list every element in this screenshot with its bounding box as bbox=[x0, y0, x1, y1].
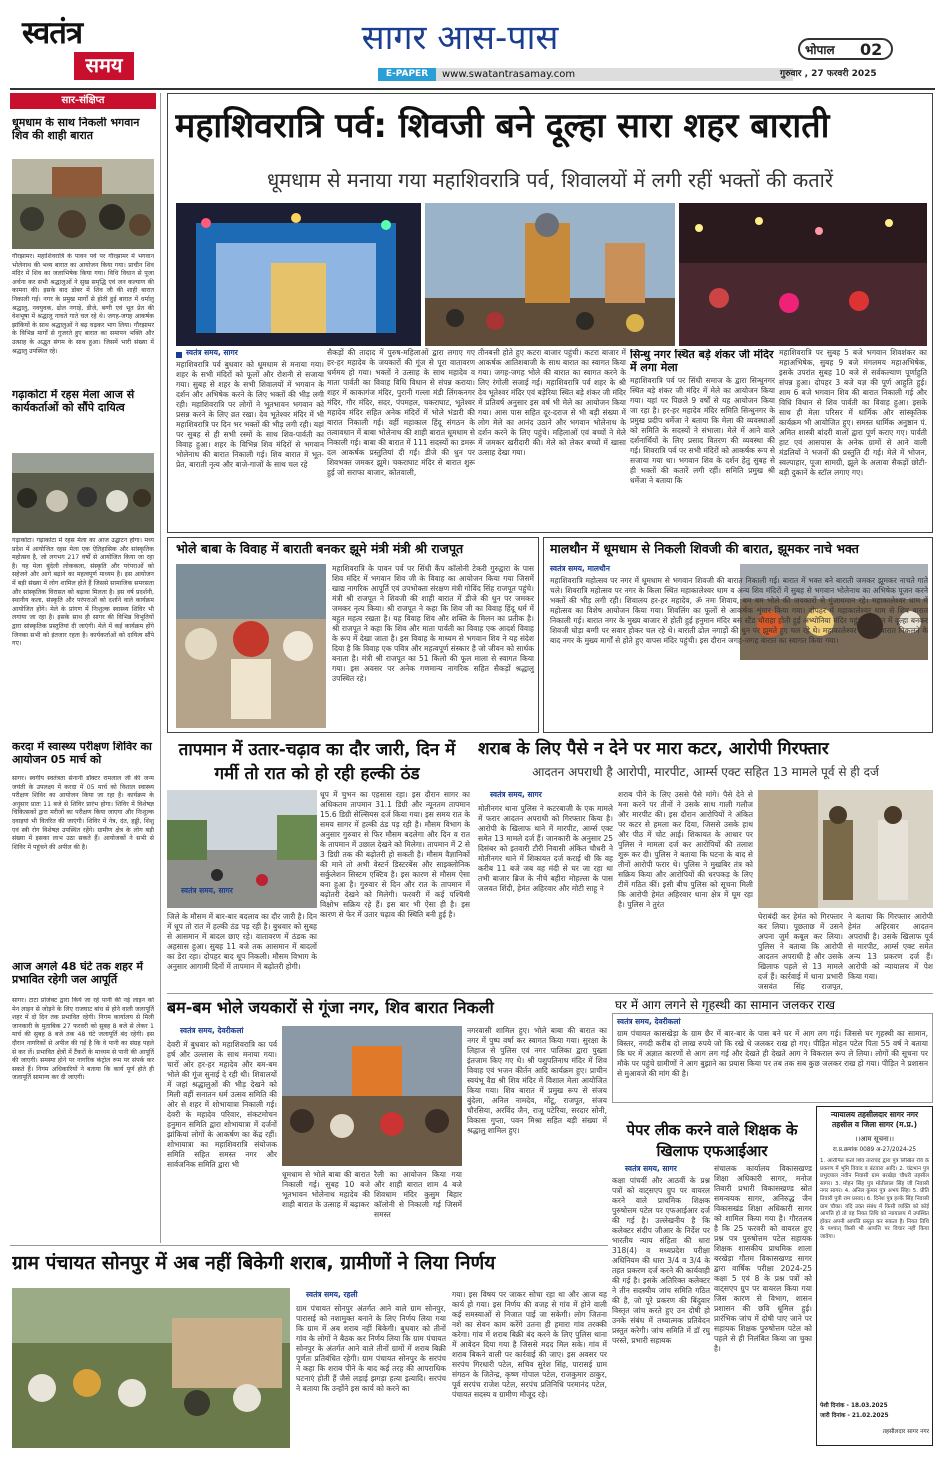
malthon-byline: स्वतंत्र समय, मालथौन bbox=[550, 564, 610, 573]
bam-headline: बम-बम भोले जयकारों से गूंजा नगर, शिव बारात निकली bbox=[167, 998, 494, 1017]
malthon-body: महाशिवरात्रि महोत्सव पर नगर में धूमधाम से भगवान शिवजी की बारात निकाली गई। बारात में भक्त बने बाराती जमकर झूमकर नाचते गाते चले। शिवरात्रि महोत्सव पर नगर के किला स्थित महाकालेश्वर धाम व अन्य शिव मंदिरों में सुबह से भगवान भोलेनाथ का अभिषेक पूजन करने भक्तों की भीड़ लगी रही। शिवालय हर-हर महादेव, ॐ नमः शिवाय, बम बम भोले की जयकारों से गुंजायमान रहे। महाकालेश्वर धाम में महोत्सव का विशेष आयोजन किया गया। शिवलिंग का फूलों से आकर्षक शृंगार किया गया। दोपहर में महाकालेश्वर धाम से शिव बारात निकाली गई। बारात नगर के मुख्य बाजार से होती हुई हनुमान मंदिर बस स्टैंड चौराहा होती हुई अभ्योनिया मंदिर पहुंची। बारात में दूल्हा बनकर शिवजी घोड़ा बग्गी पर सवार होकर चल रहे थे। बाराती ढोल नगाड़ों की धुन पर झूमते हुए चल रहे थे। महाकालेश्वर धाम से बारात निकलने के बाद नगर के मुख्य मार्गों से होते हुए वापस मंदिर पहुंची। इस दौरान जगह-जगह बारात का स्वागत किया गया। bbox=[550, 576, 928, 645]
section-title: सागर आस-पास bbox=[361, 18, 559, 58]
lead-subtitle: धूमधाम से मनाया गया महाशिवरात्रि पर्व, शिवालयों में लगी रहीं भक्तों की कतारें bbox=[266, 168, 834, 192]
aag-headline: घर में आग लगने से गृहस्थी का सामान जलकर राख bbox=[615, 998, 836, 1012]
sharab-column-3: घेराबंदी कर हेमंत को गिरफ्तार कर लिया। पूछताछ में उसने अपना जुर्म कबूल कर लिया। पुलिस ने बताया कि आरोपी आदतन अपराधी है और उसके खिलाफ पहले से 13 मामले दर्ज हैं। कार्रवाई में थाना प्रभारी जसवंत सिंह राजपूत, bbox=[758, 912, 843, 990]
lead-column-3: तीनबत्ती होते हुए कटरा बाजार पहुंची। कटरा बाजार में आकर्षक आतिशबाजी के साथ बारात का स्वागत किया गया। जगह-जगह भोले की बारात का स्वागत करने के लिए रंगोली सजाई गई। महाशिवरात्रि पर्व शहर के श्री देव भूतेश्वर मंदिर एवं बड़ेरिया स्थित बड़े शंकर जी मंदिर में प्रतिवर्ष अनुसार इस वर्ष भी मेले का आयोजन किया गया। आस पास सहित दूर-दराज से भी बड़ी संख्या में लोग मेले का आनंद उठाने और भगवान भोलेनाथ के दर्शन करने के लिए पहुंचे। महिलाओं एवं बच्चों ने मेले में जमकर खरीदारी की। मेले को लेकर बच्चों में खासा उत्साह देखा गया। bbox=[478, 348, 626, 457]
temp-headline: तापमान में उतार-चढ़ाव का दौर जारी, दिन में गर्मी तो रात को हो रही हल्की ठंड bbox=[178, 740, 456, 784]
bhole-photo bbox=[176, 564, 326, 728]
lead-title: महाशिवरात्रि पर्व: शिवजी बने दूल्हा सारा शहर बाराती bbox=[175, 106, 830, 146]
paper-column-2: संचालक कार्यालय विकासखण्ड शिक्षा अधिकारी सागर, मनोज तिवारी प्रभारी विकासखण्ड स्रोत समन्वयक सागर, अनिरुद्ध जैन विकासखंड शिक्षा अधिकारी सागर को शामिल किया गया है। गौरतलब है कि 25 फरवरी को वायरल हुए प्रश्न पत्र पुरुषोत्तम पटेल सहायक शिक्षक शासकीय प्राथमिक शाला बरखेड़ा गौतम विकासखण्ड सागर द्वारा वार्षिक परीक्षा 2024-25 कक्षा 5 एवं 8 के प्रश्न पत्रों को वाट्सएप ग्रुप पर वायरल किया गया जिस कारण से विभाग, शासन प्रशासन की छवि धूमिल हुई। प्रारंभिक जांच में दोषी पाए जाने पर सहायक शिक्षक पुरुषोत्तम पटेल को पहले से ही निलंबित किया जा चुका है। bbox=[714, 1164, 812, 1353]
bhole-headline: भोले बाबा के विवाह में बाराती बनकर झूमे मंत्री मंत्री श्री राजपूत bbox=[176, 541, 464, 556]
paper-column-1: कक्षा पांचवीं और आठवीं के प्रश्न पत्रों को वाट्सएप ग्रुप पर वायरल करने वाले प्राथमिक शिक्षक पुरुषोत्तम पटेल पर एफआईआर दर्ज की गई है। उल्लेखनीय है कि कलेक्टर संदीप जीआर के निर्देश पर भारतीय न्याय संहिता की धारा 318(4) व मध्यप्रदेश परीक्षा अधिनियम की धारा 3/4 व 3/4 के तहत प्रकरण दर्ज करने की कार्यवाही की गई है। इसके अतिरिक्त कलेक्टर ने तीन सदस्यीय जांच समिति गठित की है, जो पूरे प्रकरण की बिंदुवार विस्तृत जांच करते हुए उन दोषी हो उनके संबंध में तथ्यात्मक प्रतिवेदन प्रस्तुत करेगी। जांच समिति में डॉ रघु परस्ते, प्रभारी सहायक bbox=[612, 1176, 710, 1345]
sidebar-headline-2: गढ़ाकोटा में रहस मेला आज से कार्यकर्ताओं को सौंपे दायित्व bbox=[12, 389, 135, 414]
logo-bottom-text: समय bbox=[85, 53, 123, 77]
sidebar-header: सार-संक्षिप्त bbox=[61, 95, 105, 106]
page-number: 02 bbox=[860, 40, 883, 59]
sidebar-body-3: सागर। स्वर्गीय स्वतंत्रता सेनानी डॉक्टर रामलाल जी की जन्म जयंती के उपलक्ष्य में करदा में 05 मार्च को विशाल स्वास्थ्य परीक्षण शिविर का आयोजन किया जा रहा है। कार्यक्रम के अनुसार प्रातः 11 बजे से शिविर प्रारंभ होगा। शिविर में विशेषज्ञ चिकित्सकों द्वारा मरीजों का परीक्षण किया जाएगा और निःशुल्क दवाइयां भी वितरित की जाएंगी। शिविर में नेत्र, दंत, हड्डी, शिशु एवं स्त्री रोग विशेषज्ञ उपस्थित रहेंगे। ग्रामीण क्षेत्र के लोग बड़ी संख्या में इसका लाभ उठा सकते हैं। आयोजकों ने सभी से शिविर में पहुंचने की अपील की है। bbox=[12, 775, 154, 851]
temp-column-2: धूप में चुभन का एहसास रहा। इस दौरान सागर का अधिकतम तापमान 31.1 डिग्री और न्यूनतम तापमान 15.6 डिग्री सेल्सियस दर्ज किया गया। इस समय रात के समय सागर में हल्की ठंड पड़ रही है। मौसम विभाग के अनुसार गुरुवार से फिर मौसम बदलेगा और दिन व रात के तापमान में उछाल देखने को मिलेगा। तापमान में 2 से 3 डिग्री तक की बढ़ोतरी हो सकती है। मौसम वैज्ञानिकों की माने तो अभी वेस्टर्न डिस्टरबेंस और साइक्लोनिक सर्कुलेशन सिस्टम एक्टिव है। इस कारण से मौसम ऐसा बना हुआ है। गुरुवार से दिन और रात के तापमान में बढ़ोतरी देखने को मिलेगी। फरवरी में कई पश्चिमी विक्षोभ सक्रिय रहे हैं। इस बार भी ऐसा ही है। इस कारण से फेर में उतार चढ़ाव की स्थिति बनी हुई है। bbox=[320, 790, 470, 919]
sidebar-headline-4: आज अगले 48 घंटे तक शहर में प्रभावित रहेगी जल आपूर्ति bbox=[12, 961, 143, 986]
gram-headline: ग्राम पंचायत सोनपुर में अब नहीं बिकेगी शराब, ग्रामीणों ने लिया निर्णय bbox=[12, 1252, 496, 1274]
gram-byline: स्वतंत्र समय, रहली bbox=[306, 1290, 358, 1299]
photo-night-procession bbox=[679, 203, 927, 346]
bam-photo bbox=[282, 1026, 462, 1166]
aag-byline: स्वतंत्र समय, देवरीकलां bbox=[617, 1017, 681, 1026]
aag-body: ग्राम पंचायत कासखेड़ा के ग्राम छैर में बार-बार के पास बने घर में आग लग गई। जिससे घर गृहस्थी का सामान, बिस्तर, नगदी करीब दो लाख रुपये जो कि रखे थे जलकर राख हो गए। पीड़ित मोहन पटेल पिता 55 वर्ष ने बताया कि घर में अज्ञात कारणों से आग लग गई और देखते ही देखते आग ने विकराल रूप ले लिया। लोगों की सूचना पर मौके पर पहुंचे ग्रामीणों ने आग बुझाने का प्रयास किया पर तब तक सब कुछ जलकर राख हो गया। पीड़ित ने प्रशासन से मुआवजे की मांग की है। bbox=[617, 1029, 928, 1078]
temp-byline: स्वतंत्र समय, सागर bbox=[181, 886, 233, 895]
masthead-divider bbox=[10, 88, 935, 90]
sidebar bbox=[10, 93, 156, 1243]
sidebar-body-1: गौरझामर। महाशिवरात्रि के पावन पर्व पर गौरझामर में भगवान भोलेनाथ की भव्य बारात का आयोजन किया गया। प्राचीन शिव मंदिर में शिव का जलाभिषेक किया गया। विधि विधान से पूजा अर्चना कर सभी श्रद्धालुओं ने सुख समृद्धि एवं जन कल्याण की कामना की। इसके बाद डोबर में शिव जी की शाही बारात निकाली गई। नगर के प्रमुख मार्गों से होती हुई बारात में धर्मालु श्रद्धालु, नवयुवक, ढोल नगाड़े, डीजे, बग्गी एवं भूत प्रेत की वेशभूषा में श्रद्धालु नाचते गाते चल रहे थे। जगह-जगह आकर्षक झांकियों के साथ श्रद्धालुओं ने बढ़ चढ़कर भाग लिया। गौरझामर के विभिन्न मार्गों से गुजरते हुए बारात का समापन भक्ति और उत्साह के अद्भुत संगम के साथ हुआ। जिसमें भारी संख्या में श्रद्धालु उपस्थित रहे। bbox=[12, 253, 154, 355]
notice-date-1: पेशी दिनांक - 18.03.2025 bbox=[820, 1403, 888, 1409]
temp-column-1: जिले के मौसम में बार-बार बदलाव का दौर जारी है। दिन में धूप तो रात में हल्की ठंड पड़ रही है। बुधवार को सुबह से आसमान में बादल छाए रहे। वातावरण में ठंडक का अहसास हुआ। सुबह 11 बजे तक आसमान में बादलों का डेरा रहा। दोपहर बाद धूप निकली। मौसम विभाग के अनुसार आगामी दिनों में तापमान में बढ़ोतरी होगी। bbox=[167, 912, 317, 971]
sidebar-photo-2 bbox=[12, 453, 154, 533]
sidebar-body-2: गढ़ाकोटा। गढ़ाकोटा में रहस मेला का आज उद्घाटन होगा। मध्य प्रदेश में आयोजित रहस मेला एक ऐतिहासिक और सांस्कृतिक महोत्सव है, जो लगभग 217 वर्षों से आयोजित किया जा रहा है। यह मेला बुंदेली लोककला, संस्कृति और परंपराओं को सहेजने और आगे बढ़ाने का महत्वपूर्ण माध्यम है। इस आयोजन में बड़ी संख्या में लोग शामिल होते हैं जिससे सामाजिक समरसता और सांस्कृतिक विरासत को बढ़ावा मिलता है। इस वर्ष प्रदर्शनी, स्थानीय कला, संस्कृति और परंपराओं को दर्शाने वाले कार्यक्रम आयोजित होंगे। मेले के प्रांगण में निःशुल्क स्वास्थ्य शिविर भी लगाया जा रहा है। इसके साथ ही सागर की विभिन्न विभूतियों द्वारा सांस्कृतिक प्रस्तुतियां दी जाएंगी। मेले में कई कार्यक्रम होंगे जिनका सभी को इंतजार रहता है। कार्यकर्ताओं को दायित्व सौंपे गए। bbox=[12, 537, 154, 648]
mid-divider bbox=[167, 993, 933, 994]
sidebar-photo-1 bbox=[12, 159, 154, 249]
lead-photo-statue bbox=[425, 203, 675, 346]
paper-headline: पेपर लीक करने वाले शिक्षक के खिलाफ एफआईआर bbox=[626, 1121, 798, 1160]
lead-byline: स्वतंत्र समय, सागर bbox=[186, 348, 238, 357]
sharab-column-4: ने बताया कि गिरफ्तार आरोपी हेमंत अहिरवार आदतन अपराधी है। उसके खिलाफ पूर्व से मारपीट, आर्म्स एक्ट समेत अन्य 13 प्रकरण दर्ज हैं। आरोपी को न्यायालय में पेश किया गया। bbox=[848, 912, 933, 981]
photo-police-accused bbox=[758, 790, 933, 908]
sindhu-right-column: महाशिवरात्रि पर सुबह 5 बजे भगवान शिवशंकर का महाअभिषेक, सुबह 9 बजे मंगलमय महाअभिषेक, इसके उपरांत सुबह 10 बजे से सर्वकल्याण पूर्णाहुति संपन्न हुआ। दोपहर 3 बजे यज्ञ की पूर्ण आहुति हुई। शाम 6 बजे भगवान शिव की बारात निकाली गई और विधि विधान से शिव पार्वती का विवाह हुआ। इसके साथ ही मेला परिसर में धार्मिक और सांस्कृतिक कार्यक्रम भी आयोजित हुए। समस्त धार्मिक अनुष्ठान पं. अमित शास्त्री बांदरी वालों द्वारा पूर्ण कराए गए। पार्वती हाट एवं आसपास के अनेक ग्रामों से आने वाली मंडलियों ने भजनों की प्रस्तुति दी गई। मेले में भोजन, स्वल्पाहार, पूजा सामग्री, झूले के अलावा सैकड़ों छोटी-बड़ी दुकानें के स्टॉल लगाए गए। bbox=[779, 348, 927, 477]
logo bbox=[22, 14, 157, 84]
sharab-byline: स्वतंत्र समय, सागर bbox=[490, 790, 542, 799]
photo-meeting bbox=[12, 453, 154, 533]
lead-column-2: सैकड़ों की तादाद में पुरुष-महिलाओं द्वारा लगाए गए हर-हर महादेव के जयकारों की गूंज से पूरा वातावरण धर्ममय हो गया। भक्तों ने उत्साह के साथ महादेव व माता पार्वती का विवाह विधि विधान से संपन्न कराया। शहर में काकागंज मंदिर, पुरानी गल्ला मंडी लिंगकनगर मंदिर, गौर मंदिर, सदर, पंपमहल, चकराघाट, भूतेश्वर महादेव मंदिर सहित अनेक मंदिरों में भोले भंडारी की बारात निकाली गई। वहीं महाकाल हिंदू संगठन के तत्वावधान में बाबा भोलेनाथ की शाही बारात धूमधाम से निकाली गई। बाबा की बारात में 111 सदस्यों का डमरू दल आकर्षक प्रस्तुतियां दी गईं। डीजे की धुन पर शिवभक्त जमकर झूमे। चकराघाट मंदिर से बारात शुरू हुई जो सराफा बाजार, कोतवाली, bbox=[327, 348, 475, 477]
sharab-photo bbox=[758, 790, 933, 908]
photo-minister-dancing bbox=[176, 564, 326, 728]
sharab-subtitle: आदतन अपराधी है आरोपी, मारपीट, आर्म्स एक्ट सहित 13 मामले पूर्व से ही दर्ज bbox=[532, 765, 879, 779]
sharab-column-2: शराब पीने के लिए उससे पैसे मांगे। पैसे देने से मना करने पर तीनों ने उसके साथ गाली गलौज और मारपीट की। इस दौरान आरोपियों ने अंकित पर कटर से हमला कर दिया, जिससे उसके हाथ और पीठ में चोट आई। शिकायत के आधार पर पुलिस ने मामला दर्ज कर आरोपियों की तलाश शुरू कर दी। पुलिस ने बताया कि घटना के बाद से तीनों आरोपी फरार थे। पुलिस ने मुखबिर तंत्र को सक्रिय किया और आरोपियों की धरपकड़ के लिए टीमें गठित कीं। इसी बीच पुलिस को सूचना मिली कि आरोपी हेमंत अहिरवार थाना क्षेत्र में घूम रहा है। पुलिस ने तुरंत bbox=[618, 790, 753, 909]
logo-top-text: स्वतंत्र bbox=[22, 15, 83, 51]
photo-decorated-temple bbox=[176, 203, 421, 346]
sidebar-body-4: सागर। टाटा प्रोजेक्ट द्वारा किये जा रहे पानी की नई लाइन को मेन लाइन से जोड़ने के लिए राजघाट बांध से होने वाली जलापूर्ति शहर में दो दिन तक प्रभावित रहेगी। निगम कार्यालय से मिली जानकारी के मुताबिक 27 फरवरी को सुबह 8 बजे से लेकर 1 मार्च की सुबह 8 बजे तक 48 घंटे जलापूर्ति बंद रहेगी। इस दौरान नागरिकों से अपील की गई है कि वे पानी का संग्रह पहले से कर लें। प्रभावित क्षेत्रों में टैंकरों के माध्यम से पानी की आपूर्ति की जाएगी। समस्या होने पर नागरिक कंट्रोल रूम पर संपर्क कर सकते हैं। निगम अधिकारियों ने बताया कि कार्य पूर्ण होते ही जलापूर्ति सामान्य कर दी जाएगी। bbox=[12, 997, 154, 1082]
bam-column-4: नगरवासी शामिल हुए। भोले बाबा की बारात का नगर में पुष्प वर्षा कर स्वागत किया गया। सुरक्षा के लिहाज से पुलिस एवं नगर पालिका द्वारा पुख्ता इंतजाम किए गए थे। श्री पशुपतिनाथ मंदिर में शिव विवाह एवं भजन कीर्तन आदि कार्यक्रम हुए। प्राचीन स्वयंभू वैद्य श्री शिव मंदिर में विशाल मेला आयोजित किया गया। शिव बारात में प्रमुख रूप से संजय बुंदेला, अनिल नामदेव, मोंटू, राजपूत, संजय चौरसिया, अरविंद जैन, राजू पटेरिया, सरदार सोनी, विकास गुप्ता, पवन मिश्रा सहित बड़ी संख्या में श्रद्धालु शामिल हुए। bbox=[467, 1026, 607, 1135]
photo-village-meeting bbox=[12, 1288, 290, 1448]
lead-byline-mark bbox=[176, 352, 182, 358]
photo-crowd-procession bbox=[12, 159, 154, 249]
lead-column-1: महाशिवरात्रि पर्व बुधवार को धूमधाम से मनाया गया। शहर के सभी मंदिरों को फूलों और रोशनी से सजाया गया। सुबह से शहर के सभी शिवालयों में भगवान के दर्शन और अभिषेक करने के लिए भक्तों की भीड़ लगी रही। महाशिवरात्रि पर लोगों ने भूतभावन भगवान को प्रसन्न करने के लिए व्रत रखा। देव भूतेश्वर मंदिर में भी महाशिवरात्रि पर दिन भर भक्तों की भीड़ लगी रही। यहां पर सुबह से ही सभी रस्मों के साथ शिव-पार्वती का विवाह हुआ। शहर के विभिन्न शिव मंदिरों से भगवान भोलेनाथ की बारात निकाली गई। शिव बारात में भूत-प्रेत, बाराती नृत्य और बाजे-गाजों के साथ चल रहे bbox=[176, 360, 324, 469]
notice-date-2: जारी दिनांक - 21.02.2025 bbox=[820, 1413, 889, 1419]
sindhu-headline: सिन्धु नगर स्थित बड़े शंकर जी मंदिर में लगा मेला bbox=[630, 349, 774, 374]
gram-divider bbox=[10, 1245, 608, 1246]
sidebar-headline-1: धूमधाम के साथ निकली भगवान शिव की शाही बारात bbox=[12, 117, 140, 142]
gram-column-1: ग्राम पंचायत सोनपुर अंतर्गत आने वाले ग्राम सोनपुर, पारासई को नशामुक्त बनाने के लिए निर्णय लिया गया कि ग्राम में अब शराब नहीं बिकेगी। बुधवार को तीनों गांव के लोगों ने बैठक कर निर्णय लिया कि ग्राम पंचायत सोनपुर के अंतर्गत आने वाले तीनों ग्रामों में शराब बिक्री पूर्णतः प्रतिबंधित रहेगी। ग्राम पंचायत सोनपुर के सरपंच ने कहा कि शराब पीने के बाद कई तरह की आपराधिक घटनाएं होती हैं जैसे लड़ाई झगड़ा हत्या इत्यादि। सरपंच ने बताया कि उन्होंने इस कार्य को करने का bbox=[296, 1304, 446, 1393]
lead-photo-temple bbox=[176, 203, 421, 346]
notice-title: न्यायालय तहसीलदार सागर नगर तहसील व जिला सागर (म.प्र.) bbox=[830, 1110, 919, 1129]
sharab-column-1: मोतीनगर थाना पुलिस ने कटरबाजी के एक मामले में फरार आदतन अपराधी को गिरफ्तार किया है। आरोपी के खिलाफ थाने में मारपीट, आर्म्स एक्ट समेत 13 मामले दर्ज हैं। जानकारी के अनुसार 25 दिसंबर को इतवारी टौरी निवासी अंकित चौधरी ने मोतीनगर थाने में शिकायत दर्ज कराई थी कि वह करीब 11 बजे जब वह मंदी से घर जा रहा था तभी बाजार ब्रिज के नीचे बहीरा मोहल्ला के पास जलवत शिंदी, हेमंत अहिरवार और मोटी साहू ने bbox=[478, 804, 613, 893]
masthead bbox=[0, 0, 945, 88]
bhole-body: महाशिवरात्रि के पावन पर्व पर सिंधी कैंप कॉलोनी टेकरी गुरुद्वारा के पास शिव मंदिर में भगवान शिव जी के विवाह का आयोजन किया गया जिसमें खाद्य नागरिक आपूर्ति एवं उपभोक्ता संरक्षण मंत्री गोविंद सिंह राजपूत पहुंचे। मंत्री श्री राजपूत ने शिवजी की शाही बारात में डीजे की धुन पर जमकर जमकर नृत्य किया। श्री राजपूत ने कहा कि शिव जी का विवाह हिंदू धर्म में बहुत महत्व रखता है। यह विवाह शिव और शक्ति के मिलन का प्रतीक है। श्री राजपूत ने कहा कि शिव और माता पार्वती का विवाह एक आदर्श विवाह के रूप में देखा जाता है। इस विवाह के माध्यम से भगवान शिव ने यह संदेश दिया है कि विवाह एक पवित्र और महत्वपूर्ण संस्कार है जो जीवन को सार्थक बनाता है। मंत्री श्री राजपूत का 51 किलो की फूल माला से स्वागत किया गया। इस अवसर पर अनेक गणमान्य नागरिक सहित सैकड़ों श्रद्धालु उपस्थित रहे। bbox=[332, 564, 534, 683]
bam-column-3: रैली का आयोजन किया गया और शाही बारात शाम 4 बजे शिवधाम मंदिर कुसुम बिहार कॉलोनी से निकाली गई जिसमें समस्त bbox=[374, 1170, 462, 1219]
epaper-label: E-PAPER bbox=[378, 68, 436, 81]
photo-shiva-statue-crowd bbox=[425, 203, 675, 346]
notice-case: रा.प्र.क्रमांक 0089 अ-27/2024-25 bbox=[832, 1147, 917, 1153]
gram-column-2: गया। इस विषय पर जाकर सोचा रहा था और आज यह कार्य हो गया। इस निर्णय की वजह से गांव में होने वाली कई समस्याओं से निजात पाई जा सकेगी। लोग जितना नशे का सेवन काम करेंगे उतना ही हमारा गांव तरक्की करेगा। गांव में शराब बिक्री बंद करने के लिए पुलिस थाना में आवेदन दिया गया है जिससे मदद मिल सके। गांव में शराब बिकने वाली पर कार्रवाई की जाए। इस अवसर पर सरपंच गिरधारी पटेल, सचिव सुरेश सिंह, पारासई ग्राम संगठन के जितेन्द्र, कृष्ण गोपाल पटेल, राजकुमार ठाकुर, पूर्व सरपंच राजेश पटेल, सरपंच प्रतिनिधि परमानंद पटेल, पंचायत सदस्य व ग्रामीण मौजूद रहे। bbox=[452, 1290, 607, 1399]
photo-shiv-baraat-crowd bbox=[282, 1026, 462, 1166]
bam-column-2: धूमधाम से भोले बाबा की बारात निकाली गई। सुबह 10 बजे भूतभावन भोलेनाथ महादेव की शाही बारात के उत्साह में बढ़ाकर bbox=[282, 1170, 370, 1209]
edition-name: भोपाल bbox=[805, 43, 835, 57]
lead-photo-night-crowd bbox=[679, 203, 927, 346]
sharab-headline: शराब के लिए पैसे न देने पर मारा कटर, आरोपी गिरफ्तार bbox=[478, 739, 829, 759]
paper-byline: स्वतंत्र समय, सागर bbox=[625, 1164, 677, 1173]
issue-date: गुरुवार , 27 फरवरी 2025 bbox=[780, 69, 877, 79]
sidebar-headline-3: करदा में स्वास्थ्य परीक्षण शिविर का आयोजन 05 मार्च को bbox=[12, 741, 152, 766]
website-link[interactable]: www.swatantrasamay.com bbox=[442, 69, 576, 80]
sidebar-divider bbox=[160, 93, 161, 1243]
notice-sign: तहसीलदार सागर नगर bbox=[882, 1429, 929, 1435]
bam-column-1: देवरी में बुधवार को महाशिवरात्रि का पर्व हर्ष और उल्लास के साथ मनाया गया। चारों ओर हर-हर महादेव और बम-बम भोले की गूंज सुनाई दे रही थी। शिवालयों में जहां श्रद्धालुओं की भीड़ देखने को मिली वहीं सनातन धर्म उत्सव समिति की ओर से शहर में शोभायात्रा निकाली गई। देवरी के महादेव परिवार, संकटमोचन हनुमान समिति द्वारा शोभायात्रा में दर्जनों झांकियां लोगों के आकर्षण का केंद्र रहीं। शोभायात्रा का महाशिवरात्रि संयोजक समिति सहित समस्त नगर और सार्वजनिक समिति द्वारा भी bbox=[167, 1040, 277, 1169]
bam-byline: स्वतंत्र समय, देवरीकलां bbox=[180, 1026, 244, 1035]
sindhu-body: महाशिवरात्रि पर्व पर सिंधी समाज के द्वारा सिन्धुनगर स्थित बड़े शंकर जी मंदिर में मेले का आयोजन किया गया। यहां पर पिछले 9 वर्षों से यह आयोजन किया जा रहा है। हर-हर महादेव मंदिर समिति सिन्धुनगर के प्रमुख प्रदीप धर्मेजा ने बताया कि मेला की व्यवस्थाओं को समिति के सदस्यों ने संभाला। मेले में आने वाले दर्शनार्थियों के लिए प्रसाद वितरण की व्यवस्था की गई। शिवरात्रि पर्व पर सभी मंदिरों को आकर्षक रूप से सजाया गया था। भगवान शिव के दर्शन हेतु सुबह से ही भक्तों की कतारें लगी रहीं। समिति प्रमुख श्री धर्मेजा ने बताया कि bbox=[630, 376, 775, 485]
notice-body: 1. आरोपित कर्ता शिव ताराचंद द्वारा पुत्र लिखित रवि के प्रकरण में भूमि विवाद व बंटवारा आदि। 2. चंद्रभान पुत्र प्रभुदयाल नवीन निवासी ग्राम बरखेड़ा चौधरी तहसील सागर। 3. मोहन सिंह पुत्र मोतीलाल सिंह जी निवासी नगर सागर। 4. अनिल कुमार पुत्र अभय सिंह। 5. प्रीति तिवारी पुत्री राम प्रसाद। 6. दिनेश पुत्र हल्के सिंह निवासी ग्राम चौका। यदि उक्त संबंध में किसी व्यक्ति को कोई आपत्ति हो तो वह नियत तिथि को न्यायालय में उपस्थित होकर अपनी आपत्ति प्रस्तुत कर सकता है। नियत तिथि के पश्चात् किसी भी आपत्ति पर विचार नहीं किया जावेगा। bbox=[820, 1158, 929, 1240]
notice-subtitle: ।।आम सूचना।। bbox=[854, 1135, 895, 1143]
malthon-headline: मालथौन में धूमधाम से निकली शिवजी की बारात, झूमकर नाचे भक्त bbox=[550, 541, 859, 556]
gram-photo bbox=[12, 1288, 290, 1448]
